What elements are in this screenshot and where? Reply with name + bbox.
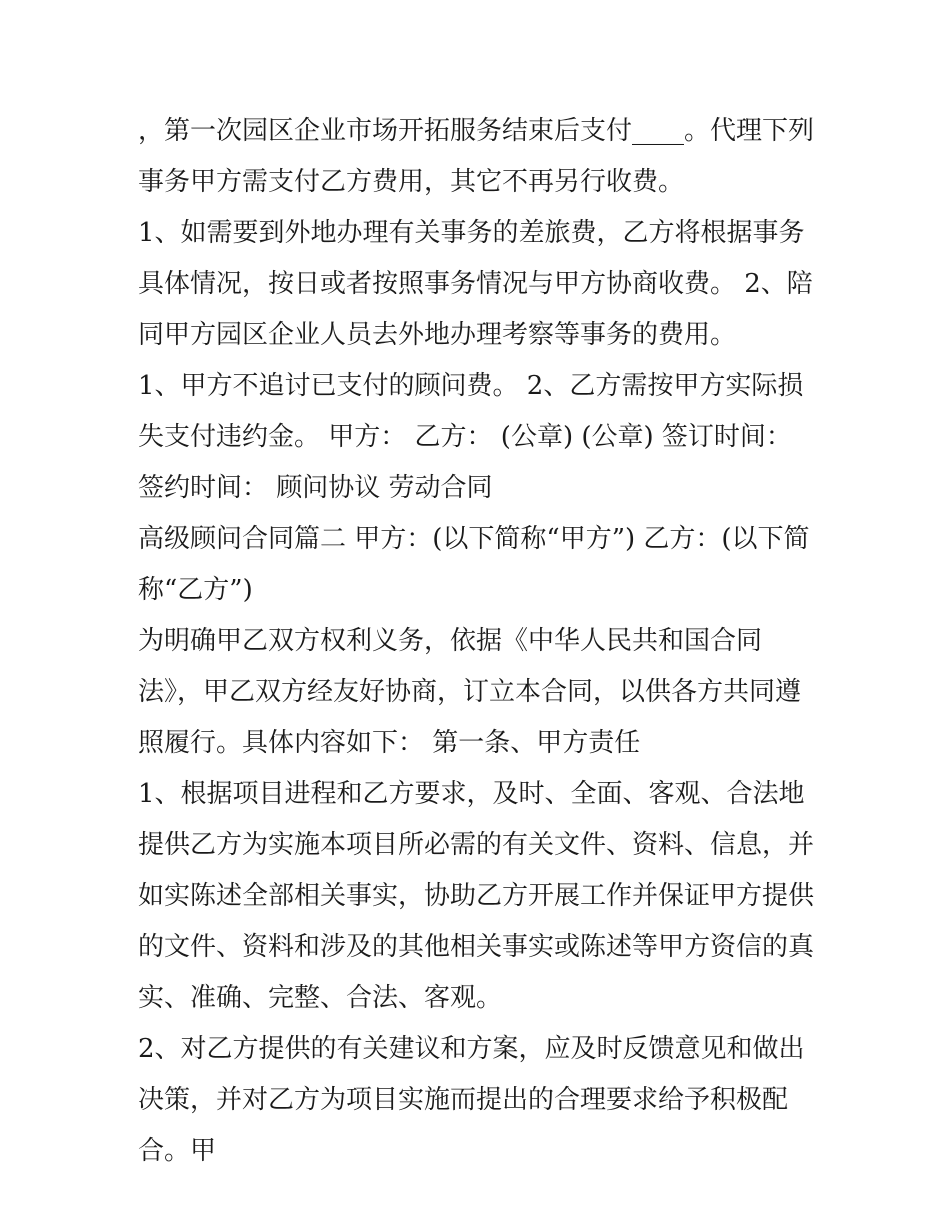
- paragraph-travel-expenses: 1、如需要到外地办理有关事务的差旅费，乙方将根据事务具体情况，按日或者按照事务情况与甲方协商收费。 2、陪同甲方园区企业人员去外地办理考察等事务的费用。: [138, 218, 813, 350]
- paragraph-purpose: 为明确甲乙双方权利义务，依据《中华人民共和国合同法》，甲乙双方经友好协商，订立本合同，以供各方共同遵照履行。具体内容如下： 第一条、甲方责任: [138, 626, 802, 758]
- paragraph-party-a-duty-2: 2、对乙方提供的有关建议和方案，应及时反馈意见和做出决策，并对乙方为项目实施而提出的合理要求给予积极配合。甲: [138, 1034, 805, 1166]
- paragraph-party-a-duty-1: 1、根据项目进程和乙方要求，及时、全面、客观、合法地提供乙方为实施本项目所必需的有关文件、资料、信息，并如实陈述全部相关事实，协助乙方开展工作并保证甲方提供的文件、资料和涉及的其他相关事实或陈述等甲方资信的真实、准确、完整、合法、客观。: [138, 779, 815, 1013]
- paragraph-payment: ，第一次园区企业市场开拓服务结束后支付____。代理下列事务甲方需支付乙方费用，其它不再另行收费。: [138, 116, 815, 197]
- paragraph-breach: 1、甲方不追讨已支付的顾问费。 2、乙方需按甲方实际损失支付违约金。 甲方： 乙方： (公章) (公章) 签订时间： 签约时间： 顾问协议 劳动合同: [138, 371, 804, 503]
- paragraph-contract-two-heading: 高级顾问合同篇二 甲方：(以下简称“甲方”) 乙方：(以下简称“乙方”): [138, 524, 810, 605]
- document-body: [138, 106, 818, 1177]
